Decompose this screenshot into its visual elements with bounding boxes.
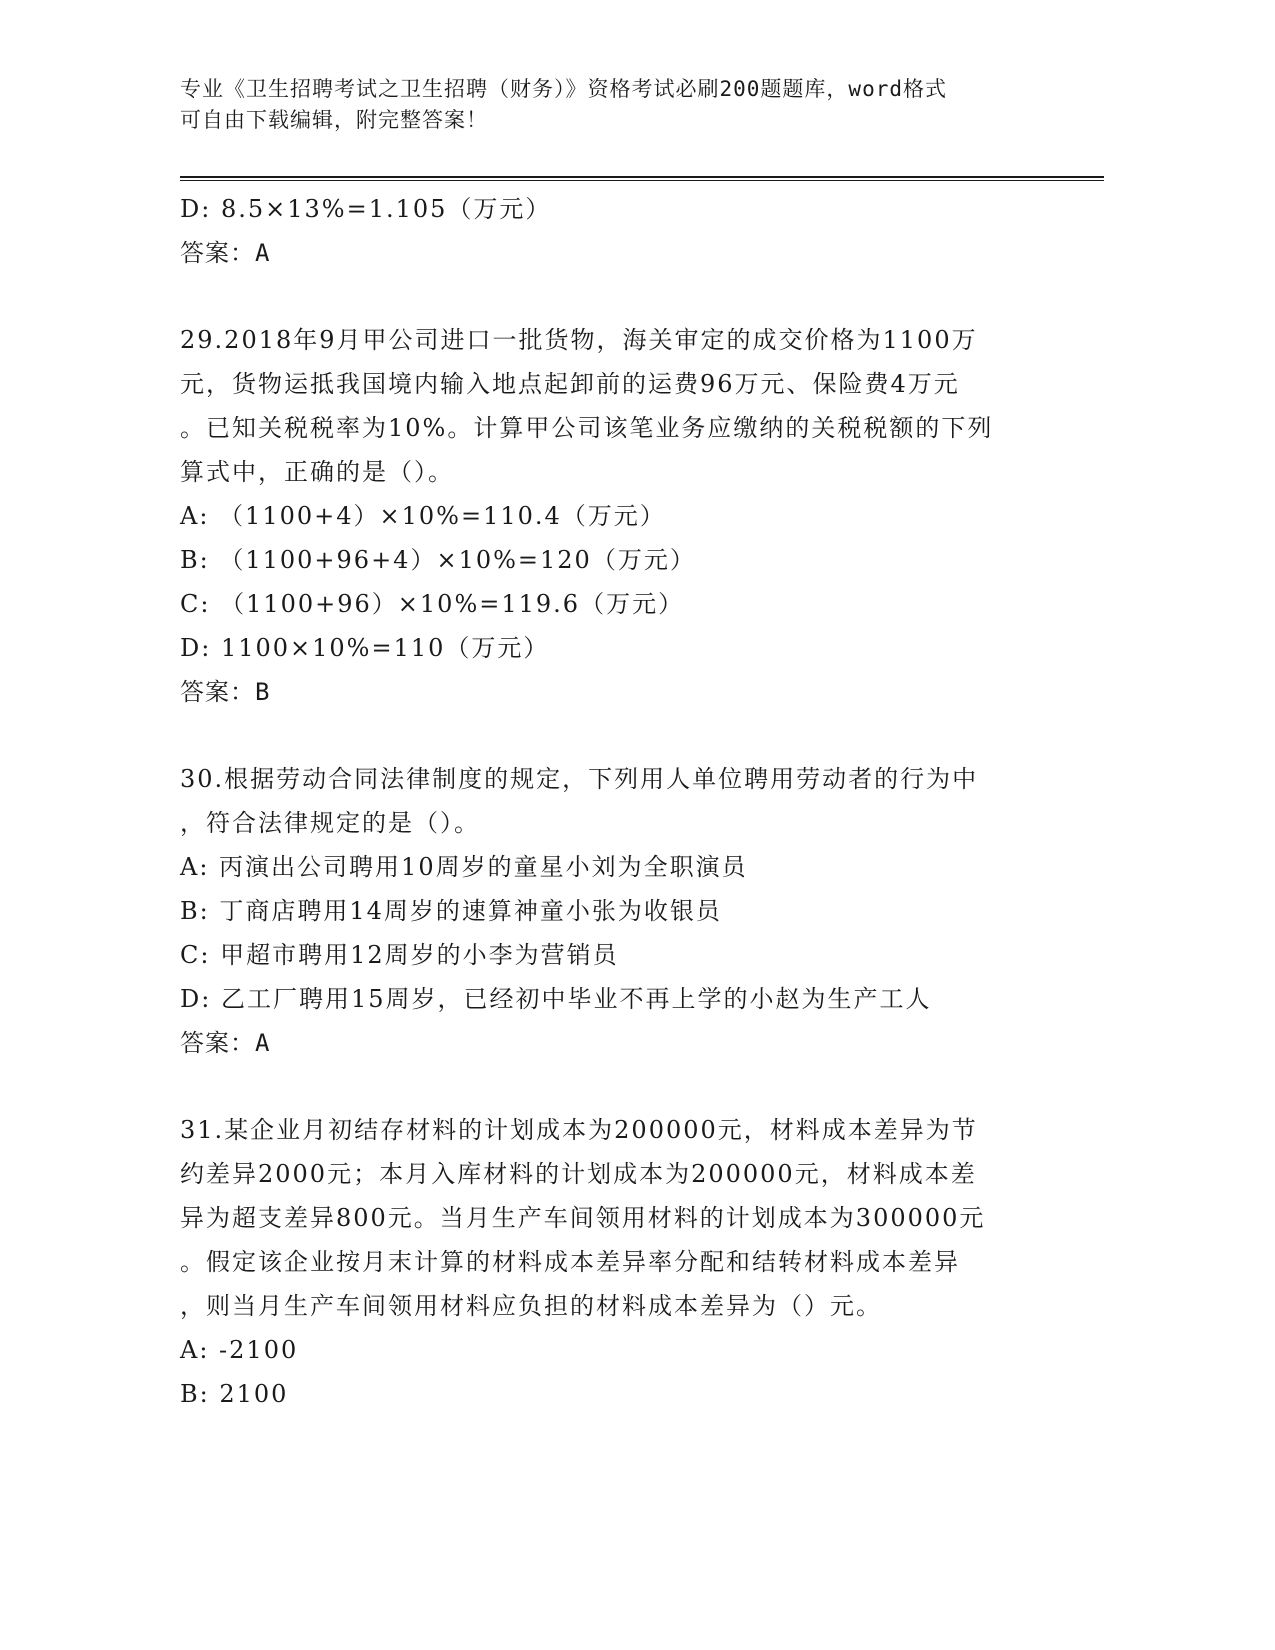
question-28-tail	[180, 187, 1060, 275]
option-b: B: （1100+96+4）×10%=120（万元）	[180, 546, 696, 574]
option-c: C: 甲超市聘用12周岁的小李为营销员	[180, 941, 619, 969]
option-a: A: -2100	[180, 1336, 299, 1364]
header-title-line-1: 专业《卫生招聘考试之卫生招聘（财务）》资格考试必刷200题题库，word格式	[180, 77, 947, 101]
question-30	[180, 757, 1060, 1065]
question-31	[180, 1108, 1060, 1416]
question-stem-line: 元，货物运抵我国境内输入地点起卸前的运费96万元、保险费4万元	[180, 370, 960, 398]
header-divider	[180, 176, 1104, 181]
spacer	[180, 275, 1060, 318]
document-body	[180, 187, 1060, 1416]
answer: 答案：A	[180, 239, 271, 267]
option-b: B: 2100	[180, 1380, 289, 1408]
option-c: C: （1100+96）×10%=119.6（万元）	[180, 590, 685, 618]
question-stem-line: ，符合法律规定的是（）。	[180, 809, 480, 837]
question-stem-line: 31.某企业月初结存材料的计划成本为200000元，材料成本差异为节	[180, 1116, 978, 1144]
option-a: A: （1100+4）×10%=110.4（万元）	[180, 502, 666, 530]
question-stem-line: 约差异2000元；本月入库材料的计划成本为200000元，材料成本差	[180, 1160, 977, 1188]
spacer	[180, 714, 1060, 757]
question-stem-line: ，则当月生产车间领用材料应负担的材料成本差异为（）元。	[180, 1292, 882, 1320]
question-stem-line: 30.根据劳动合同法律制度的规定，下列用人单位聘用劳动者的行为中	[180, 765, 979, 793]
question-stem-line: 29.2018年9月甲公司进口一批货物，海关审定的成交价格为1100万	[180, 326, 978, 354]
question-29	[180, 318, 1060, 714]
option-d: D: 1100×10%=110（万元）	[180, 634, 550, 662]
question-stem-line: 异为超支差异800元。当月生产车间领用材料的计划成本为300000元	[180, 1204, 986, 1232]
option-d: D: 乙工厂聘用15周岁，已经初中毕业不再上学的小赵为生产工人	[180, 985, 932, 1013]
document-header	[180, 74, 1040, 136]
answer: 答案：B	[180, 678, 271, 706]
option-b: B: 丁商店聘用14周岁的速算神童小张为收银员	[180, 897, 722, 925]
question-stem-line: 算式中，正确的是（）。	[180, 458, 454, 486]
header-title-line-2: 可自由下载编辑，附完整答案！	[180, 108, 488, 132]
option-d: D: 8.5×13%=1.105（万元）	[180, 195, 552, 223]
spacer	[180, 1065, 1060, 1108]
answer: 答案：A	[180, 1029, 271, 1057]
question-stem-line: 。已知关税税率为10%。计算甲公司该笔业务应缴纳的关税税额的下列	[180, 414, 994, 442]
option-a: A: 丙演出公司聘用10周岁的童星小刘为全职演员	[180, 853, 748, 881]
question-stem-line: 。假定该企业按月末计算的材料成本差异率分配和结转材料成本差异	[180, 1248, 960, 1276]
